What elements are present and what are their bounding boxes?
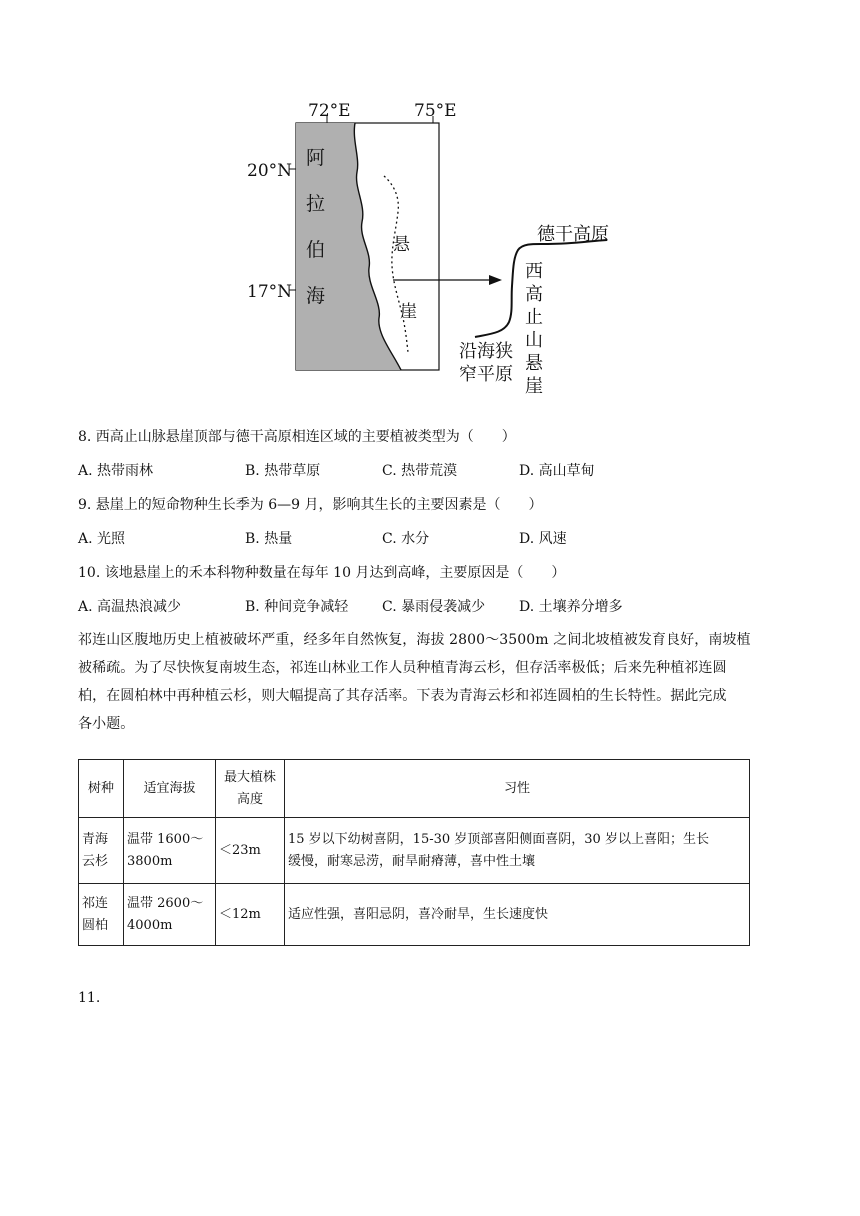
question-9-option-c[interactable]: C. 水分: [382, 531, 430, 547]
passage-line: 柏，在圆柏林中再种植云杉，则大幅提高了其存活率。下表为青海云杉和祁连圆柏的生长特性。据此完成: [78, 688, 727, 704]
question-10-option-d[interactable]: D. 土壤养分增多: [519, 599, 623, 615]
cliff-map-figure: [0, 0, 860, 420]
mountain-label-char: 山: [525, 330, 543, 351]
cliff-label-char: 悬: [393, 235, 410, 255]
lon-label: 75°E: [414, 101, 457, 121]
passage-line: 祁连山区腹地历史上植被破坏严重，经多年自然恢复，海拔 2800～3500m 之间北坡植被发育良好，南坡植: [78, 632, 751, 648]
plain-label-line: 沿海狭: [459, 341, 513, 362]
cell-species: 青海 云杉: [79, 818, 124, 884]
lat-label: 20°N: [247, 161, 293, 181]
mountain-label-char: 崖: [525, 376, 543, 397]
question-10-option-a[interactable]: A. 高温热浪减少: [78, 599, 182, 615]
mountain-label-char: 止: [525, 307, 543, 328]
question-9-option-b[interactable]: B. 热量: [245, 531, 293, 547]
cell-habit: 15 岁以下幼树喜阴，15-30 岁顶部喜阳侧面喜阴，30 岁以上喜阳；生长 缓慢，耐寒忌涝，耐旱耐瘠薄，喜中性土壤: [285, 818, 750, 884]
cell-height: ＜23m: [216, 818, 285, 884]
cliff-label-char: 崖: [400, 302, 417, 322]
question-8-option-b[interactable]: B. 热带草原: [245, 463, 321, 479]
header-altitude: 适宜海拔: [124, 760, 216, 818]
question-8-option-a[interactable]: A. 热带雨林: [78, 463, 154, 479]
table-header-row: [79, 760, 750, 818]
sea-label-char: 阿: [306, 147, 326, 169]
table-row: [79, 818, 750, 884]
sea-label-char: 拉: [306, 193, 326, 215]
question-8-stem: 8. 西高止山脉悬崖顶部与德干高原相连区域的主要植被类型为（ ）: [78, 429, 516, 445]
sea-label-char: 海: [306, 285, 326, 307]
question-10-option-b[interactable]: B. 种间竞争减轻: [245, 599, 349, 615]
header-species: 树种: [79, 760, 124, 818]
cell-height: ＜12m: [216, 884, 285, 946]
passage-line: 各小题。: [78, 716, 135, 732]
plateau-label: 德干高原: [537, 224, 609, 245]
question-9-option-d[interactable]: D. 风速: [519, 531, 567, 547]
table-row: [79, 884, 750, 946]
cell-habit: 适应性强，喜阳忌阴，喜冷耐旱，生长速度快: [285, 884, 750, 946]
tree-traits-table: [78, 759, 750, 946]
question-8-option-d[interactable]: D. 高山草甸: [519, 463, 595, 479]
lon-label: 72°E: [308, 101, 351, 121]
passage-line: 被稀疏。为了尽快恢复南坡生态，祁连山林业工作人员种植青海云杉，但存活率极低；后来先种植祁连圆: [78, 660, 727, 676]
mountain-label-char: 悬: [525, 353, 543, 374]
question-11-number: 11.: [78, 990, 101, 1006]
question-9-stem: 9. 悬崖上的短命物种生长季为 6—9 月，影响其生长的主要因素是（ ）: [78, 497, 543, 513]
sea-label-char: 伯: [306, 239, 326, 261]
cell-altitude: 温带 2600～ 4000m: [124, 884, 216, 946]
lat-label: 17°N: [247, 282, 293, 302]
mountain-label-char: 西: [525, 261, 543, 282]
header-habit: 习性: [285, 760, 750, 818]
question-8-option-c[interactable]: C. 热带荒漠: [382, 463, 458, 479]
question-10-option-c[interactable]: C. 暴雨侵袭减少: [382, 599, 486, 615]
cell-species: 祁连 圆柏: [79, 884, 124, 946]
mountain-label-char: 高: [525, 284, 543, 305]
question-10-stem: 10. 该地悬崖上的禾本科物种数量在每年 10 月达到高峰，主要原因是（ ）: [78, 565, 566, 581]
plain-label-line: 窄平原: [459, 364, 513, 385]
cell-altitude: 温带 1600～ 3800m: [124, 818, 216, 884]
passage: [78, 626, 778, 738]
question-9-option-a[interactable]: A. 光照: [78, 531, 126, 547]
header-height: 最大植株 高度: [216, 760, 285, 818]
arrow-head: [489, 275, 502, 285]
